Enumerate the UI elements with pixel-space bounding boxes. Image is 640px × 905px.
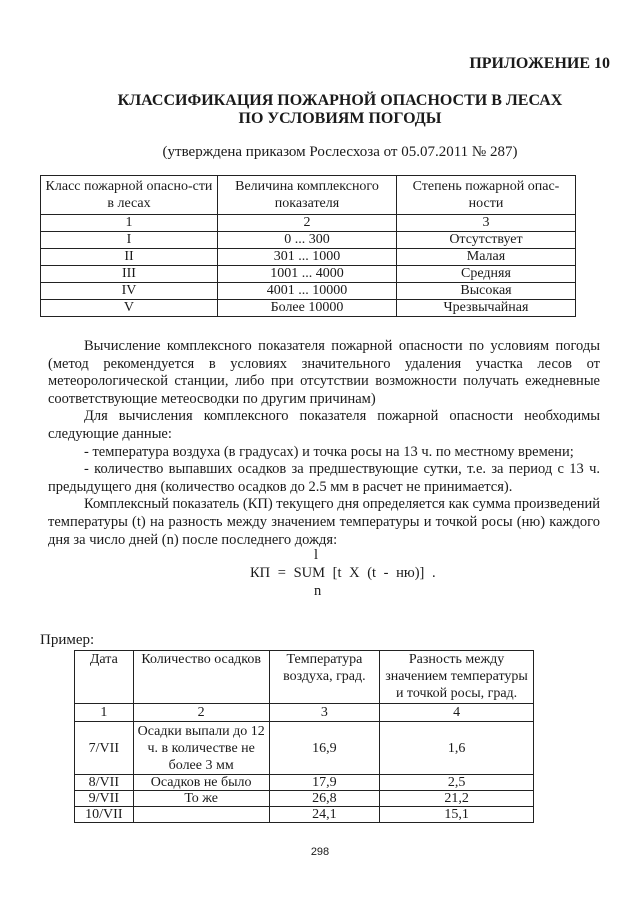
header-cell: Класс пожарной опасно-сти в лесах — [41, 176, 218, 215]
table-header-row — [41, 176, 576, 215]
example-table — [74, 650, 534, 823]
temp-cell: 26,8 — [269, 791, 379, 807]
temp-cell: 17,9 — [269, 775, 379, 791]
table-row — [75, 722, 534, 775]
precip-cell: Осадки выпали до 12 ч. в количестве не более 3 мм — [133, 722, 269, 775]
degree-cell: Отсутствует — [396, 232, 575, 249]
diff-cell: 2,5 — [380, 775, 534, 791]
table-row — [75, 775, 534, 791]
table-row — [41, 232, 576, 249]
table-row — [75, 791, 534, 807]
number-cell: 3 — [269, 704, 379, 722]
paragraph-method: Вычисление комплексного показателя пожарной опасности по условиям погоды (метод рекомендуется в условиях значительного удаления участка лесов от метеорологической станции, либо при отсутствии возможности получать ежедневные соответствующие метеосводки по другим причинам) — [48, 338, 600, 407]
date-cell: 7/VII — [75, 722, 134, 775]
class-cell: IV — [41, 283, 218, 300]
formula-main: КП = SUM [t X (t - ню)] . — [250, 565, 436, 581]
number-cell: 1 — [41, 215, 218, 232]
example-label: Пример: — [40, 632, 95, 648]
formula-lower-index: n — [314, 583, 322, 599]
paragraph-temperature: - температура воздуха (в градусах) и точка росы на 13 ч. по местному времени; — [84, 443, 574, 460]
table-row — [41, 283, 576, 300]
class-cell: II — [41, 249, 218, 266]
precip-cell: То же — [133, 791, 269, 807]
diff-cell: 15,1 — [380, 807, 534, 823]
header-cell: Степень пожарной опас-ности — [396, 176, 575, 215]
class-cell: V — [41, 300, 218, 317]
precip-cell — [133, 807, 269, 823]
table-number-row — [75, 704, 534, 722]
paragraph-definition: Комплексный показатель (КП) текущего дня определяется как сумма произведений температуры (t) на разность между значением температуры и точкой росы (ню) каждого дня за число дней (n) после последнего дождя: — [48, 496, 600, 548]
value-cell: 301 ... 1000 — [217, 249, 396, 266]
header-cell: Дата — [75, 651, 134, 704]
date-cell: 8/VII — [75, 775, 134, 791]
date-cell: 10/VII — [75, 807, 134, 823]
temp-cell: 16,9 — [269, 722, 379, 775]
diff-cell: 21,2 — [380, 791, 534, 807]
diff-cell: 1,6 — [380, 722, 534, 775]
class-cell: I — [41, 232, 218, 249]
number-cell: 3 — [396, 215, 575, 232]
precip-cell: Осадков не было — [133, 775, 269, 791]
class-cell: III — [41, 266, 218, 283]
formula-upper-index: l — [314, 547, 319, 563]
value-cell: 0 ... 300 — [217, 232, 396, 249]
value-cell: 1001 ... 4000 — [217, 266, 396, 283]
table-number-row — [41, 215, 576, 232]
approval-note: (утверждена приказом Рослесхоза от 05.07.2011 № 287) — [162, 144, 518, 160]
number-cell: 2 — [217, 215, 396, 232]
fire-class-table — [40, 175, 576, 317]
paragraph-precipitation: - количество выпавших осадков за предшествующие сутки, т.е. за период с 13 ч. предыдущего дня (количество осадков до 2.5 мм в расчет не принимается). — [48, 461, 600, 495]
body-text — [48, 338, 600, 549]
title-line-2: ПО УСЛОВИЯМ ПОГОДЫ — [238, 110, 442, 127]
degree-cell: Средняя — [396, 266, 575, 283]
appendix-label: ПРИЛОЖЕНИЕ 10 — [469, 55, 610, 72]
page-number: 298 — [310, 846, 330, 858]
table-row — [41, 249, 576, 266]
header-cell: Количество осадков — [133, 651, 269, 704]
degree-cell: Малая — [396, 249, 575, 266]
paragraph-required-data: Для вычисления комплексного показателя пожарной опасности необходимы следующие данные: — [48, 408, 600, 442]
date-cell: 9/VII — [75, 791, 134, 807]
number-cell: 1 — [75, 704, 134, 722]
table-row — [41, 266, 576, 283]
title-line-1: КЛАССИФИКАЦИЯ ПОЖАРНОЙ ОПАСНОСТИ В ЛЕСАХ — [117, 92, 563, 109]
degree-cell: Высокая — [396, 283, 575, 300]
header-cell: Температура воздуха, град. — [269, 651, 379, 704]
value-cell: 4001 ... 10000 — [217, 283, 396, 300]
table-row — [75, 807, 534, 823]
header-cell: Величина комплексного показателя — [217, 176, 396, 215]
degree-cell: Чрезвычайная — [396, 300, 575, 317]
table-header-row — [75, 651, 534, 704]
header-cell: Разность между значением температуры и точкой росы, град. — [380, 651, 534, 704]
value-cell: Более 10000 — [217, 300, 396, 317]
table-row — [41, 300, 576, 317]
temp-cell: 24,1 — [269, 807, 379, 823]
number-cell: 4 — [380, 704, 534, 722]
number-cell: 2 — [133, 704, 269, 722]
